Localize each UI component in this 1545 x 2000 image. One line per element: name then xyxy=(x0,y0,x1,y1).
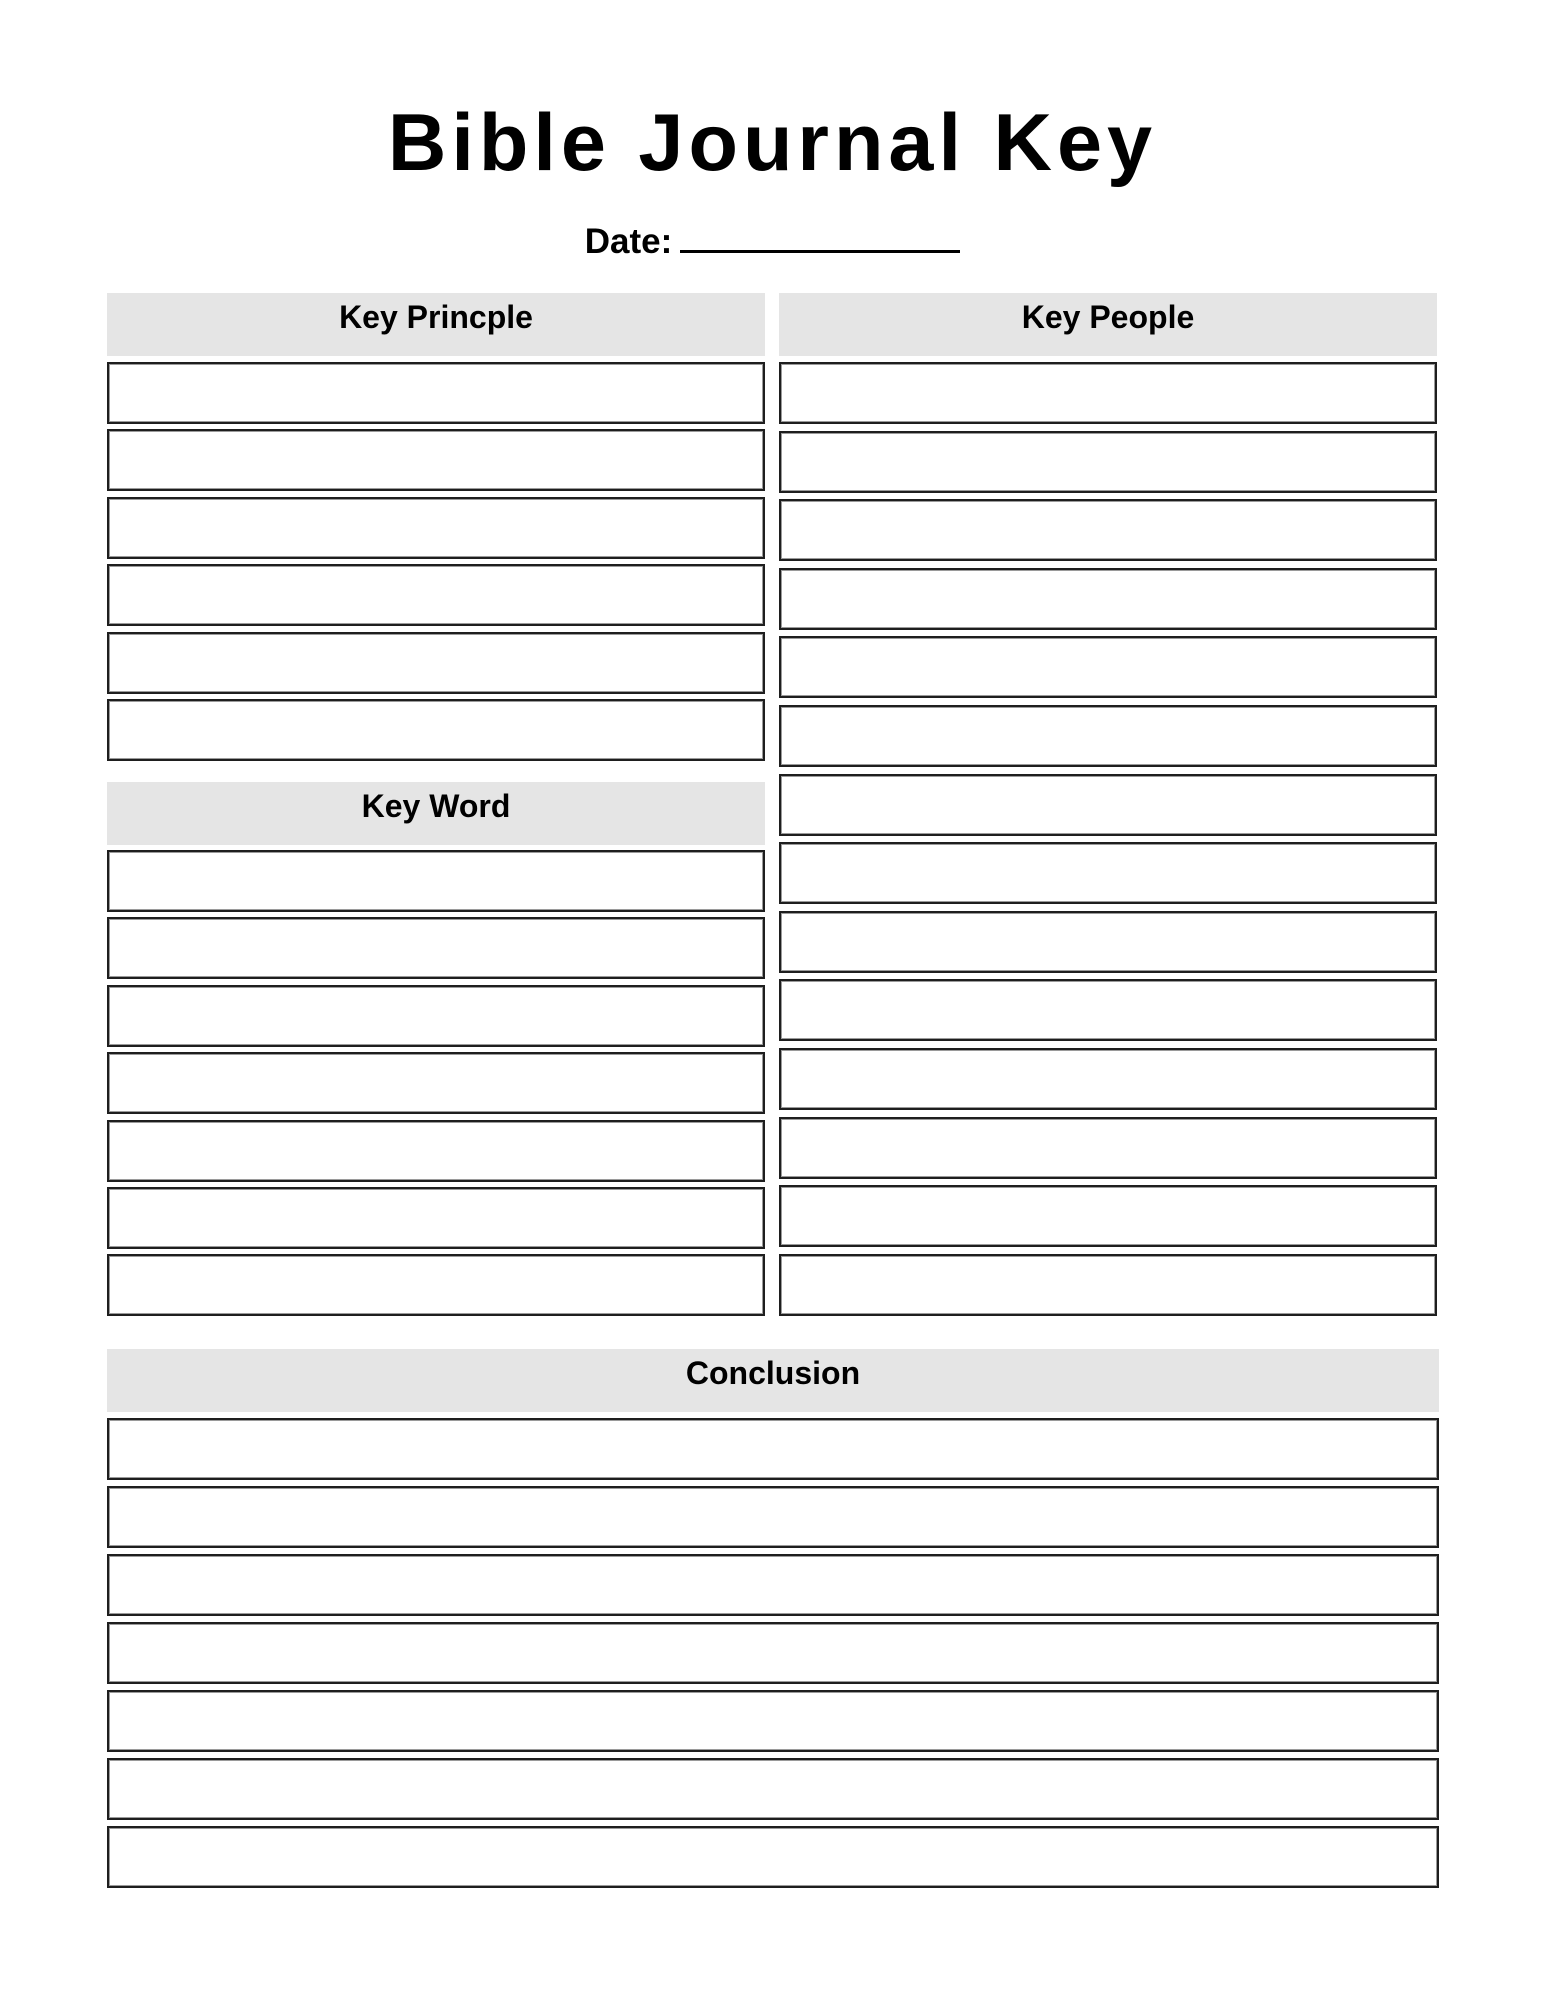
key-principle-row[interactable] xyxy=(107,497,765,559)
section-header-key-principle: Key Princple xyxy=(107,293,765,356)
section-header-conclusion: Conclusion xyxy=(107,1349,1439,1412)
conclusion-row[interactable] xyxy=(107,1418,1439,1480)
conclusion-row[interactable] xyxy=(107,1758,1439,1820)
key-people-row[interactable] xyxy=(779,362,1437,424)
key-principle-row[interactable] xyxy=(107,699,765,761)
key-people-row[interactable] xyxy=(779,774,1437,836)
key-people-row[interactable] xyxy=(779,1185,1437,1247)
section-header-key-word: Key Word xyxy=(107,782,765,845)
key-principle-row[interactable] xyxy=(107,632,765,694)
key-word-row[interactable] xyxy=(107,1052,765,1114)
key-word-row[interactable] xyxy=(107,985,765,1047)
key-principle-row[interactable] xyxy=(107,564,765,626)
key-word-row[interactable] xyxy=(107,1254,765,1316)
key-people-row[interactable] xyxy=(779,1117,1437,1179)
key-word-row[interactable] xyxy=(107,917,765,979)
key-word-row[interactable] xyxy=(107,1120,765,1182)
section-header-key-people: Key People xyxy=(779,293,1437,356)
date-label: Date: xyxy=(584,222,673,261)
conclusion-row[interactable] xyxy=(107,1826,1439,1888)
key-people-row[interactable] xyxy=(779,1254,1437,1316)
key-principle-row[interactable] xyxy=(107,429,765,491)
date-field-row xyxy=(0,220,1545,262)
key-people-row[interactable] xyxy=(779,705,1437,767)
key-people-row[interactable] xyxy=(779,568,1437,630)
conclusion-row[interactable] xyxy=(107,1486,1439,1548)
key-people-row[interactable] xyxy=(779,431,1437,493)
key-people-row[interactable] xyxy=(779,636,1437,698)
key-people-row[interactable] xyxy=(779,979,1437,1041)
conclusion-row[interactable] xyxy=(107,1690,1439,1752)
key-people-row[interactable] xyxy=(779,499,1437,561)
key-people-row[interactable] xyxy=(779,1048,1437,1110)
key-principle-row[interactable] xyxy=(107,362,765,424)
date-input-line[interactable] xyxy=(680,220,960,253)
key-people-row[interactable] xyxy=(779,842,1437,904)
key-people-row[interactable] xyxy=(779,911,1437,973)
conclusion-row[interactable] xyxy=(107,1554,1439,1616)
key-word-row[interactable] xyxy=(107,1187,765,1249)
conclusion-row[interactable] xyxy=(107,1622,1439,1684)
key-word-row[interactable] xyxy=(107,850,765,912)
page-title: Bible Journal Key xyxy=(387,98,1158,188)
